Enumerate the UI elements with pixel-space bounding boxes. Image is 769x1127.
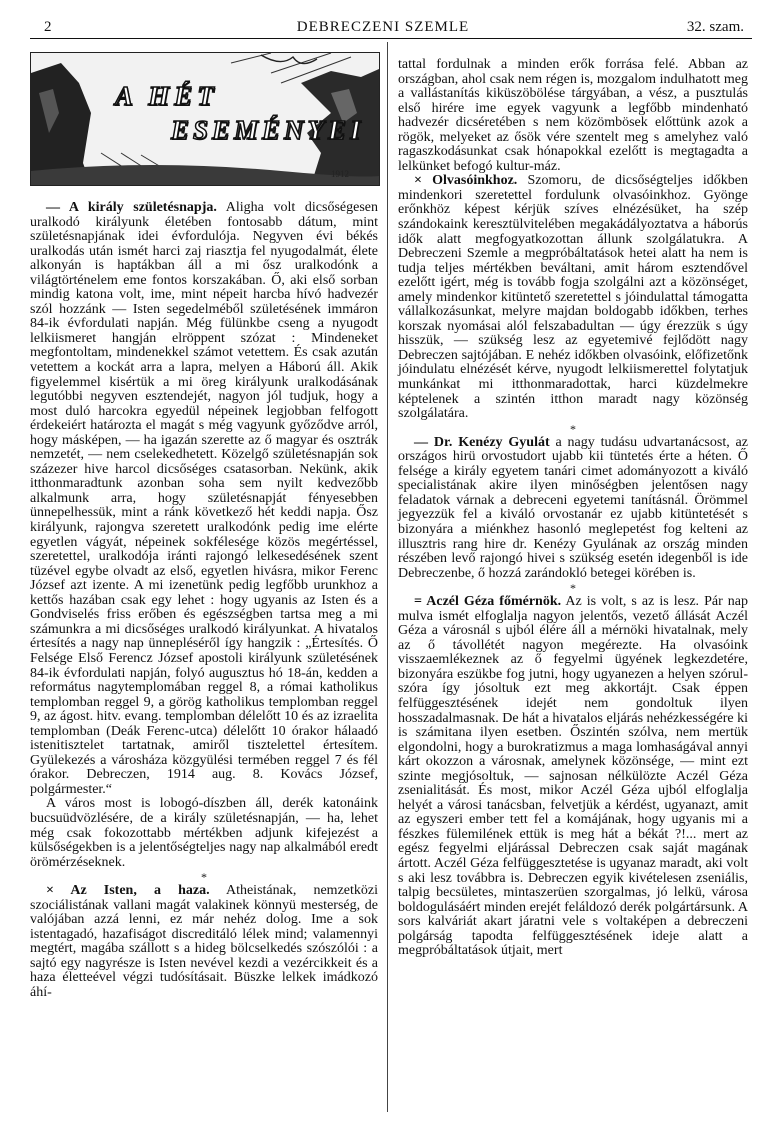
- article-aczel: [398, 595, 748, 959]
- headline-kiraly: — A király születésnapja.: [46, 200, 217, 215]
- article-kiraly-text: Aligha volt dicsőségesen uralkodó királyunk életében fontosabb dátum, mint születésnapjának idei évfordulója. Negyven évi békés uralkodás után ismét harci zaj riasztja fel nyugodalmát, élete alkonyán is haptákban áll a mi ősz uralkodónk a világtörténelem eme fontos korszakában. Ő, aki első sorban mindig katona volt, ime, mint népeit harcba hívó hadvezér szól hozzánk — Isten segedelméből születésének immáron 84-ik évfordulati napján. Még fülünkbe cseng a nyugodt lelkiismeret hangján elröppent szózat : Mindeneket megfontoltam, mindenekkel számot vetettem. És csak azután vetettem a kockát arra a lapra, melyen a Háború áll. Akik figyelemmel kisértük a mi öreg királyunk uralkodásának legutóbbi negyven esztendejét, nagyon jól tudjuk, hogy a most duló harcokra egyedül népeinek legjobban felfogott érdekeiért határozta el magát s még vagyunk győződve arról, hogy másképen, — ha igazán szerette az ő magyar és osztrák nemzetét, — nem cselekedhetett. Közelgő születésnapján sok százezer hive harcol dicsőséges csatasorban. Nekünk, akik itthonmaradtunk azonban soha sem nyilt kedvezőbb alkalmunk arra, hogy születésnapját fényesebben ünnepelhessük, mint a ránk következő hét keddi napja. Ősz királyunk, rajongva szeretett uralkodónk pedig ime elérte egyetlen vágyát, népeinek sokfélesége közös megértéssel, szeretettel, uralkodója iránti rajongó lelkesedésének szent tüzével egybe olvadt az első, egyetlen hivásra, mikor Ferenc József azt izente. A mi izenetünk pedig legfőbb urunkhoz a kettős hazában csak egy lehet : hogy ugyanis az Isten és a Gondviselés friss erőben és egészségben tartsa meg a mi számunkra a mi dicsőséges uralkodó királyunkat. A hivatalos értesítés a nagy nap ünnepléséről így hangzik : „Értesítés. Ő Felsége Első Ferencz József apostoli királyunk születésének 84-ik évfordulati napján, folyó augusztus hó 18-án, kedden a református nagytemplomában reggel 8, a római katholikus templomban reggel 9, a görög katholikus templomban reggel 9, az ágost. hitv. evang. templomban délelőtt 10 és az izraelita templomban (Deák Ferenc-utca) délelőtt 10 órakor hálaadó istenitisztelet tartatnak, amiről tisztelettel értesítem. Gyülekezés a városháza közgyülési termében reggel 7 és fél órakor. Debreczen, 1914 aug. 8. Kovács József, polgármester.“: [30, 200, 378, 797]
- page-header: [22, 16, 744, 38]
- banner-title-line1: A HÉT: [115, 81, 219, 111]
- article-olvasoinkhoz-text: Szomoru, de dicsőségteljes időkben mindenkori szeretettel fordulunk olvasóinkhoz. Gyönge erőnkhöz képest kérjük szíves elnézésüket, ha szép szándokaink keresztülvitelében megakádályoztatva a háborús idők alatt megfogyatkozottan állunk szolgálatukra. A Debreczeni Szemle a megpróbáltatások hetei alatt ha nem is tudja teljes mértékben beváltani, amit három esztendővel ezelőtt igért, még is tovább fogja szolgálni azt a közönséget, amely mindenkor kitüntető szeretettel s jóindulattal támogatta vállalkozásunkat, melyre majdan boldogabb időkben, terhes korszak nyomásai alól felszabadultan — úgy érezzük s úgy hisszük, — szükség lesz az egyetemivé fejlődött nagy Debreczen sajtójában. E nehéz időkben olvasóink, előfizetőnk jóindulatu elnézését kérve, nyugodt lelkiismerettel folytatjuk munkánkat mi itthonmaradottak, harci küzdelmekre képtelenek a szintén itthon maradt nagy közönség szolgálatára.: [398, 173, 748, 422]
- separator: *: [201, 870, 207, 885]
- separator: *: [570, 581, 576, 596]
- journal-title: DEBRECZENI SZEMLE: [296, 19, 470, 35]
- article-isten-haza: [30, 884, 378, 1000]
- article-kiraly-cont: A város most is lobogó-díszben áll, derék katonáink bucsuüdvözlésére, de a király születésnapján, — ha, lehet még csak fokozottabb mértékben adjunk kifejezést a külsőségekben is a jelentőségteljes nagy nap alkalmából eredt örömérzéseknek.: [30, 796, 378, 870]
- headline-isten-haza: × Az Isten, a haza.: [46, 883, 210, 899]
- separator: *: [570, 421, 576, 436]
- page-number: 2: [44, 19, 52, 35]
- column-divider: [387, 42, 388, 1112]
- issue-number: 32. szam.: [686, 19, 744, 35]
- headline-aczel: = Aczél Géza főmérnök.: [414, 594, 562, 610]
- banner-year: 1912: [331, 169, 349, 179]
- banner-title-line2: ESEMÉNYEI: [171, 115, 365, 145]
- article-kiraly: [30, 201, 378, 797]
- headline-olvasoinkhoz: × Olvasóinkhoz.: [414, 173, 518, 189]
- article-isten-haza-cont: tattal fordulnak a minden erők forrása felé. Abban az országban, ahol csak nem régen is, mozgalom indulhatott meg a vallástanítás kiküszöbölése tárgyában, a vész, a pusztulás első hirére ime egyek vagyunk a legfőbb mindenható hadvezér dicséretében s nem közömbösek előttünk azok a rögök, melyeket az ősök vére szentelt meg s amelyhez való ragaszkodásunkat csak hónapokkal ezelőtt is megtagadta a lelkünket befogó kultur-máz.: [398, 57, 748, 174]
- section-banner: [30, 52, 380, 186]
- article-olvasoinkhoz: [398, 174, 748, 421]
- header-rule: [30, 38, 752, 39]
- article-kenezy: [398, 436, 748, 581]
- left-column: [30, 201, 378, 1001]
- article-isten-haza-text: Atheistának, nemzetközi szociálistának vallani magát valakinek könnyü mesterség, de valójában azzá lenni, ez már nehéz dolog. Ime a sok istentagadó, hazafiságot discreditáló lélek mind; valamennyi megtért, magába szállott s a hideg bölcselkedés szószólói : a sajtó egy nagyrésze is Isten nevével kezdi a vezércikkeit és a haza életteével végzi tudósításait. Büszke lelkek imádkozó áhí-: [30, 883, 378, 1000]
- article-kenezy-text: a nagy tudásu udvartanácsost, az országos hirü orvostudort ujabb kii tüntetés érte a héten. Ő felsége a király egyetem tanári cimet adományozott a kiváló specialistának akire ilyen minőségben jelentősen nagy feladatok várnak a debreceni egyetemi tanításnál. Örömmel jegyezzük fel a kiváló orvostanár ez ujabb kitüntetését s bizonyára a miénkhez hasonló meglepetést fog kelteni az illusztris rang hire dr. Kenézy Gyulának az ország minden részében levő rajongó hivei s szükség esetén idegenből is ide Debreczenbe, ő hozzá zarándokló betegei körében is.: [398, 434, 748, 581]
- right-column: [398, 58, 748, 959]
- article-aczel-text: Az is volt, s az is lesz. Pár nap mulva ismét elfoglalja nagyon jelentős, vezető állását Aczél Géza a városnál s ujból élére áll a mérnöki hivatalnak, mely az ő távollétét nagyon megérezte. Ha olvasóink visszaemlékeznek az ő fegyelmi ügyének legkezdetére, bizonyára eszükbe fog jutni, hogy ugyanezen a helyen szórul-szóra így jósoltuk ezt meg akkortájt. Csak éppen felfüggesztésének idejét nem gondoltuk ilyen hosszadalmasnak. De hát a hivatalos eljárás nehézkességére ki is számitana ilyen esetben. Őszintén szólva, nem mertük elgondolni, hogy a burokratizmus a maga lomhaságával annyi kárt okozzon a városnak, amelynek közönsége, — mint ezt szinte megjósoltuk, — sajnosan nélkülözte Aczél Géza zsenialitását. És most, mikor Aczél Géza ujból elfoglalja helyét a városi tanácsban, felvetjük a kérdést, ugyanazt, amit az egyszeri ember tett fel a komájának, hogy ugyanis mi a fészkes fülemilének ettük is meg hát a békát ?!... mert az egész fegyelmi eljárással Debreczen csak saját magának ártott. Aczél Géza felfüggesztetése is ugyanaz maradt, aki volt s aki lesz továbbra is. Debreczen egyik kivételesen zseniális, talpig becsületes, mintaszerüen szorgalmas, jó lelkü, városa boldogulásáért minden erejét feláldozó derék polgártársunk. A sors kalváriát akart járatni vele s voltaképen a debreczeni polgárság tapodta felfüggesztésének ideje alatt a megpróbáltatások útjait, mert: [398, 594, 748, 959]
- headline-kenezy: — Dr. Kenézy Gyulát: [414, 434, 550, 450]
